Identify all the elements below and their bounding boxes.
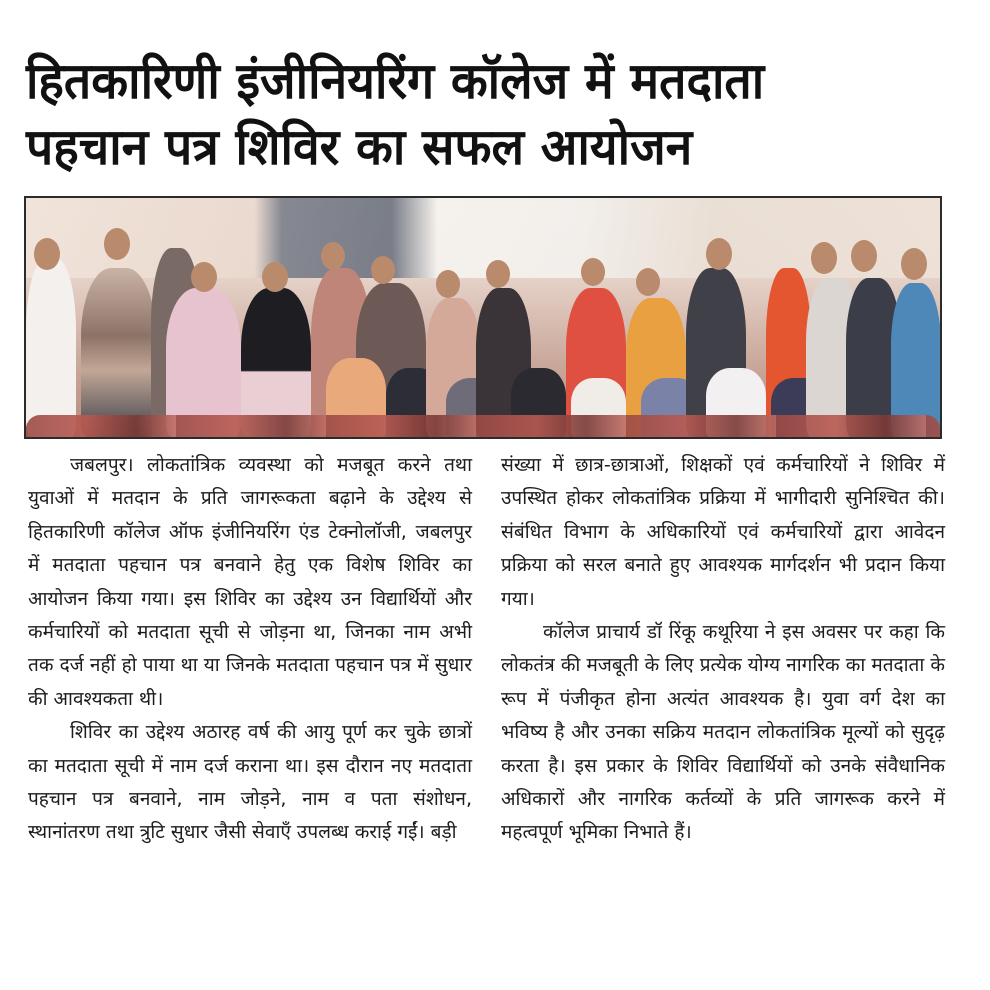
headline-line-1: हितकारिणी इंजीनियरिंग कॉलेज में मतदाता: [26, 52, 765, 110]
auditorium-seats: [26, 415, 940, 437]
headline-line-2: पहचान पत्र शिविर का सफल आयोजन: [26, 118, 693, 176]
article-column-right: [501, 449, 945, 850]
headline: [26, 48, 928, 180]
paragraph: जबलपुर। लोकतांत्रिक व्यवस्था को मजबूत करने तथा युवाओं में मतदान के प्रति जागरूकता बढ़ाने के उद्देश्य से हितकारिणी कॉलेज ऑफ इंजीनियरिंग एंड टेक्नोलॉजी, जबलपुर में मतदाता पहचान पत्र बनवाने हेतु एक विशेष शिविर का आयोजन किया गया। इस शिविर का उद्देश्य उन विद्यार्थियों और कर्मचारियों को मतदाता सूची से जोड़ना था, जिनका नाम अभी तक दर्ज नहीं हो पाया था या जिनके मतदाता पहचान पत्र में सुधार की आवश्यकता थी।: [28, 454, 472, 710]
photo-crowd: [26, 228, 940, 437]
paragraph: संख्या में छात्र-छात्राओं, शिक्षकों एवं कर्मचारियों ने शिविर में उपस्थित होकर लोकतांत्रिक प्रक्रिया में भागीदारी सुनिश्चित की। संबंधित विभाग के अधिकारियों एवं कर्मचारियों द्वारा आवेदन प्रक्रिया को सरल बनाते हुए आवश्यक मार्गदर्शन भी प्रदान किया गया।: [501, 454, 945, 610]
group-photo: [24, 196, 942, 439]
article-column-left: [28, 449, 472, 850]
paragraph: कॉलेज प्राचार्य डॉ रिंकू कथूरिया ने इस अवसर पर कहा कि लोकतंत्र की मजबूती के लिए प्रत्येक योग्य नागरिक का मतदाता के रूप में पंजीकृत होना अत्यंत आवश्यक है। युवा वर्ग देश का भविष्य है और उनका सक्रिय मतदान लोकतांत्रिक मूल्यों को सुदृढ़ करता है। इस प्रकार के शिविर विद्यार्थियों को उनके संवैधानिक अधिकारों और नागरिक कर्तव्यों के प्रति जागरूक करने में महत्वपूर्ण भूमिका निभाते हैं।: [501, 621, 945, 844]
paragraph: शिविर का उद्देश्य अठारह वर्ष की आयु पूर्ण कर चुके छात्रों का मतदाता सूची में नाम दर्ज कराना था। इस दौरान नए मतदाता पहचान पत्र बनवाने, नाम जोड़ने, नाम व पता संशोधन, स्थानांतरण तथा त्रुटि सुधार जैसी सेवाएँ उपलब्ध कराई गईं। बड़ी: [28, 721, 472, 844]
